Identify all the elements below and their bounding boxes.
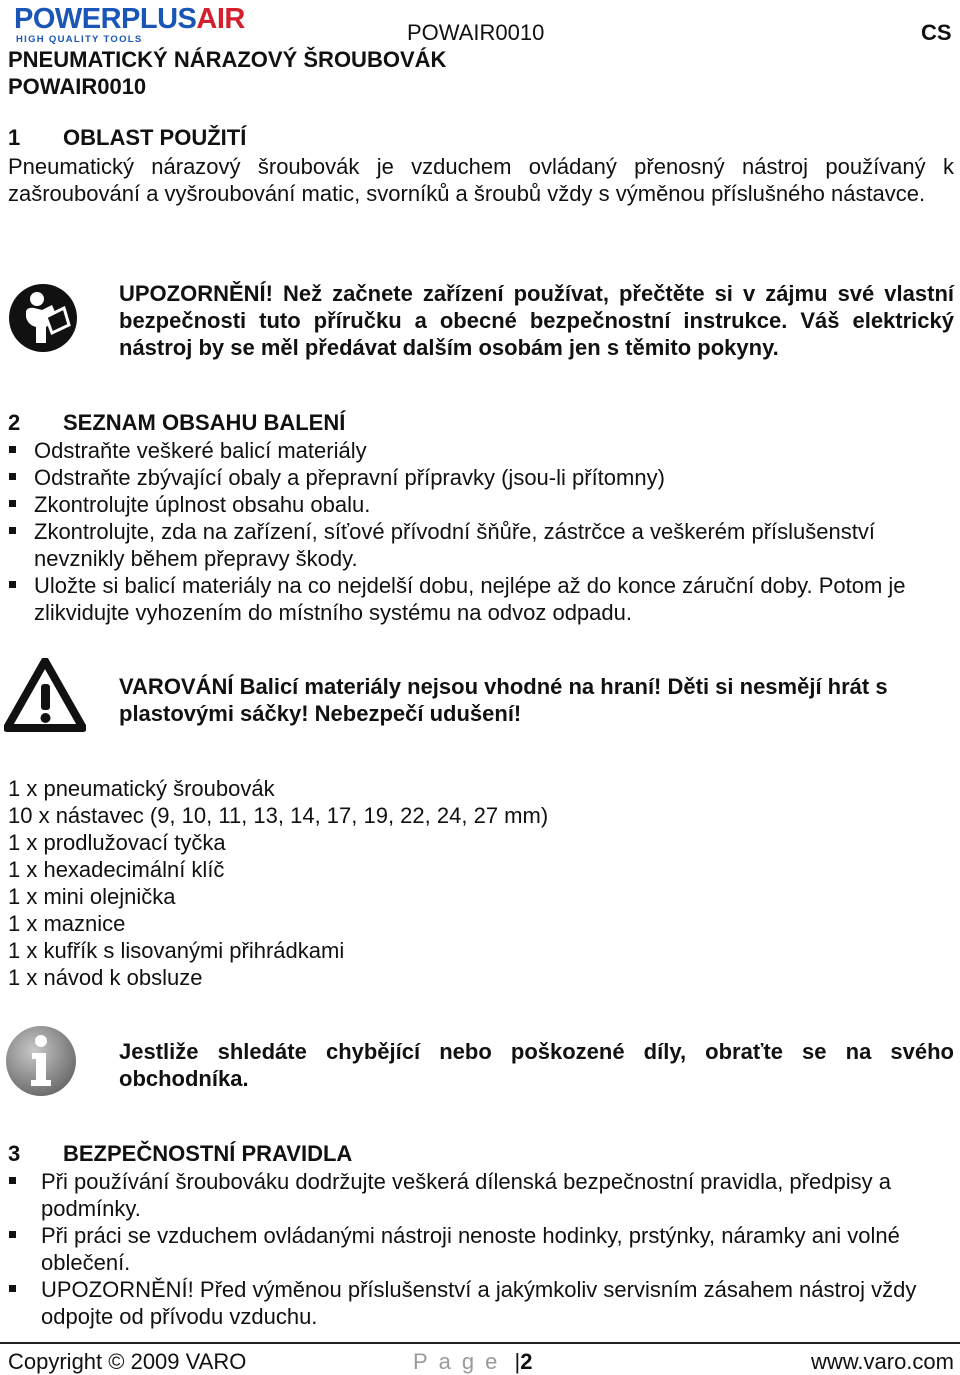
footer-divider xyxy=(0,1342,960,1344)
list-item: Odstraňte zbývající obaly a přepravní přípravky (jsou-li přítomny) xyxy=(6,464,954,491)
page-number: 2 xyxy=(520,1349,533,1374)
list-item: 1 x prodlužovací tyčka xyxy=(8,830,226,855)
list-item: 1 x hexadecimální klíč xyxy=(8,857,225,882)
list-item: 1 x mini olejnička xyxy=(8,884,176,909)
info-text: Jestliže shledáte chybějící nebo poškozené díly, obraťte se na svého obchodníka. xyxy=(119,1039,954,1091)
logo-air-text: AIR xyxy=(196,3,245,35)
warning-text: VAROVÁNÍ Balicí materiály nejsou vhodné na hraní! Děti si nesmějí hrát s plastovými sáčky! Nebezpečí udušení! xyxy=(119,674,888,726)
info-icon xyxy=(4,1024,78,1098)
list-item: Uložte si balicí materiály na co nejdelší dobu, nejlépe až do konce záruční doby. Potom je zlikvidujte vyhozením do místního systému na odvoz odpadu. xyxy=(6,572,954,626)
list-item: Při práci se vzduchem ovládanými nástroji nenoste hodinky, prstýnky, náramky ani volné oblečení. xyxy=(6,1222,954,1276)
warning-triangle-icon xyxy=(4,658,86,732)
section-3-number: 3 xyxy=(8,1141,21,1166)
section-1-body: Pneumatický nárazový šroubovák je vzduchem ovládaný přenosný nástroj používaný k zašroubování a vyšroubování matic, svorníků a šroubů vždy s výměnou příslušného nástavce. xyxy=(8,154,954,206)
list-item: 10 x nástavec (9, 10, 11, 13, 14, 17, 19, 22, 24, 27 mm) xyxy=(8,803,549,828)
notice-text: UPOZORNĚNÍ! Než začnete zařízení používat, přečtěte si v zájmu své vlastní bezpečnosti tuto příručku a obecné bezpečnostní instrukce. Váš elektrický nástroj by se měl předávat dalším osobám jen s těmito pokyny. xyxy=(119,281,954,360)
list-item: 1 x kufřík s lisovanými přihrádkami xyxy=(8,938,345,963)
header-model: POWAIR0010 xyxy=(407,20,545,45)
list-item: 1 x návod k obsluze xyxy=(8,965,203,990)
list-item: Zkontrolujte, zda na zařízení, síťové přívodní šňůře, zástrčce a veškerém příslušenství nevznikly během přepravy škody. xyxy=(6,518,954,572)
document-model: POWAIR0010 xyxy=(8,74,147,99)
list-item: 1 x maznice xyxy=(8,911,126,936)
logo-main-text: POWERPLUS xyxy=(14,3,197,35)
document-title: PNEUMATICKÝ NÁRAZOVÝ ŠROUBOVÁK xyxy=(8,47,447,72)
section-2-heading: SEZNAM OBSAHU BALENÍ xyxy=(63,410,346,435)
packaging-checklist xyxy=(6,437,954,626)
section-1-number: 1 xyxy=(8,125,21,150)
section-2-number: 2 xyxy=(8,410,21,435)
list-item: Zkontrolujte úplnost obsahu obalu. xyxy=(6,491,954,518)
footer-copyright: Copyright © 2009 VARO xyxy=(8,1349,247,1374)
list-item: 1 x pneumatický šroubovák xyxy=(8,776,275,801)
list-item: Při používání šroubováku dodržujte veškerá dílenská bezpečnostní pravidla, předpisy a podmínky. xyxy=(6,1168,954,1222)
read-manual-icon xyxy=(6,281,80,355)
brand-logo xyxy=(14,5,264,45)
list-item: Odstraňte veškeré balicí materiály xyxy=(6,437,954,464)
footer-website: www.varo.com xyxy=(810,1349,954,1374)
section-1-heading: OBLAST POUŽITÍ xyxy=(63,125,247,150)
safety-rules-list xyxy=(6,1168,954,1330)
footer-page-indicator xyxy=(413,1348,532,1375)
page-label: Page xyxy=(413,1349,509,1374)
logo-tagline: HIGH QUALITY TOOLS xyxy=(16,34,143,45)
package-contents xyxy=(8,775,548,991)
section-3-heading: BEZPEČNOSTNÍ PRAVIDLA xyxy=(63,1141,353,1166)
page-separator: | xyxy=(514,1349,521,1374)
header-language: CS xyxy=(921,20,952,45)
list-item: UPOZORNĚNÍ! Před výměnou příslušenství a jakýmkoliv servisním zásahem nástroj vždy odpojte od přívodu vzduchu. xyxy=(6,1276,954,1330)
